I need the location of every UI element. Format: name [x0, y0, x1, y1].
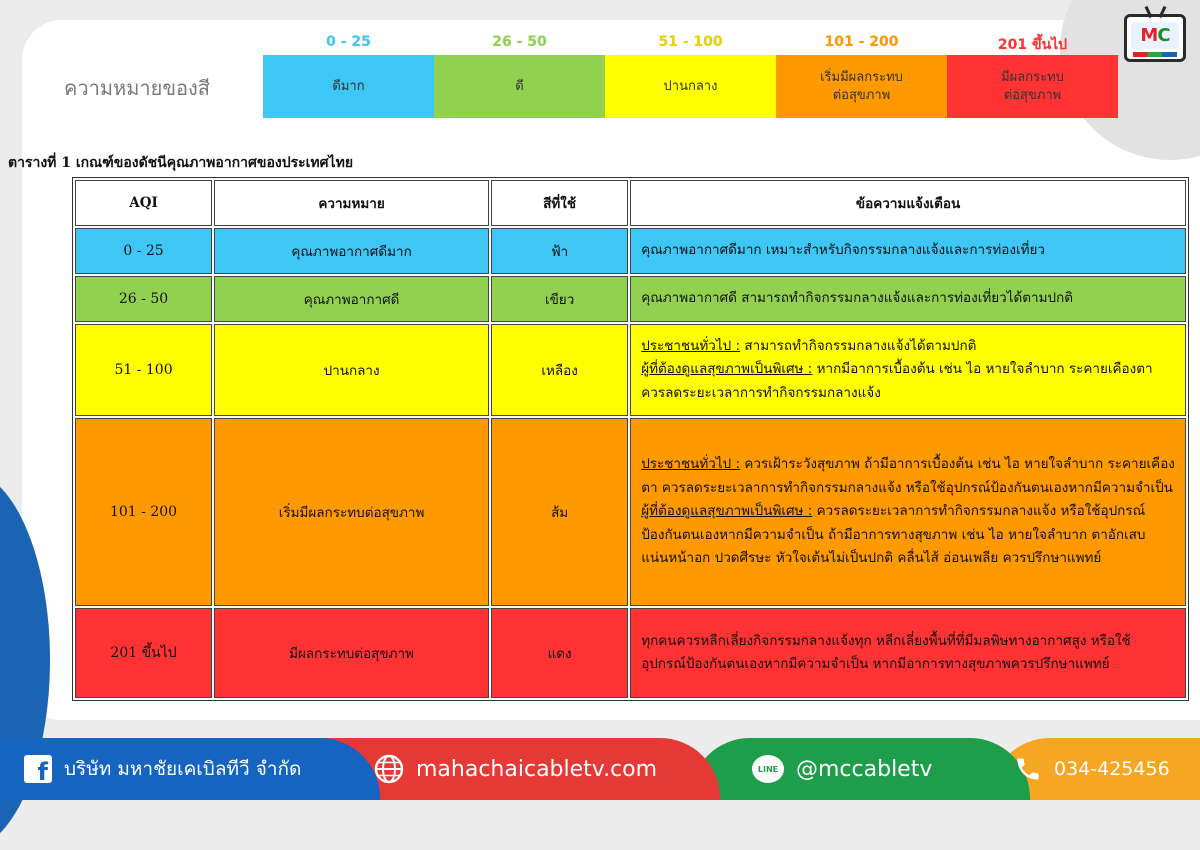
aqi-table — [72, 177, 1189, 701]
logo-letter-c: C — [1157, 25, 1170, 46]
general-public-label: ประชาชนทั่วไป : — [641, 456, 741, 473]
table-row — [75, 608, 1186, 698]
meaning-cell: มีผลกระทบต่อสุขภาพ — [214, 608, 489, 698]
legend-title: ความหมายของสี — [64, 76, 210, 100]
legend-box — [947, 55, 1118, 118]
globe-icon — [374, 754, 404, 784]
header-warning: ข้อความแจ้งเตือน — [630, 180, 1186, 226]
meaning-cell: เริ่มมีผลกระทบต่อสุขภาพ — [214, 418, 489, 606]
header-aqi: AQI — [75, 180, 212, 226]
general-public-text: ควรเฝ้าระวังสุขภาพ ถ้ามีอาการเบื้องต้น เช่น ไอ หายใจลำบาก ระคายเคืองตา ควรลดระยะเวลาการทำกิจกรรมกลางแจ้ง หรือใช้อุปกรณ์ป้องกันตนเองหากมีความจำเป็น — [641, 456, 1175, 496]
sensitive-group-text: หากมีอาการเบื้องต้น เช่น ไอ หายใจลำบาก ระคายเคืองตา ควรลดระยะเวลาการทำกิจกรรมกลางแจ้ง — [641, 361, 1153, 401]
footer — [0, 738, 1200, 800]
phone-number: 034-425456 — [1054, 758, 1170, 780]
legend-range: 101 - 200 — [824, 34, 899, 50]
legend-label: มีผลกระทบ ต่อสุขภาพ — [1001, 69, 1064, 103]
table-row — [75, 276, 1186, 322]
aqi-range-cell: 101 - 200 — [75, 418, 212, 606]
line-id: @mccabletv — [796, 756, 933, 782]
footer-phone[interactable] — [1014, 738, 1170, 800]
warning-cell: คุณภาพอากาศดี สามารถทำกิจกรรมกลางแจ้งและการท่องเที่ยวได้ตามปกติ — [630, 276, 1186, 322]
aqi-range-cell: 201 ขึ้นไป — [75, 608, 212, 698]
legend-range: 201 ขึ้นไป — [997, 37, 1068, 53]
aqi-range-cell: 0 - 25 — [75, 228, 212, 274]
sensitive-group-text: ควรลดระยะเวลาการทำกิจกรรมกลางแจ้ง หรือใช้อุปกรณ์ป้องกันตนเองหากมีความจำเป็น ถ้ามีอาการทางสุขภาพ เช่น ไอ หายใจลำบาก ตาอักเสบ แน่นหน้าอก ปวดศีรษะ หัวใจเต้นไม่เป็นปกติ คลื่นไส้ อ่อนเพลีย ควรปรึกษาแพทย์ — [641, 503, 1146, 567]
table-caption: ตารางที่ 1 เกณฑ์ของดัชนีคุณภาพอากาศของประเทศไทย — [8, 155, 354, 171]
table-row — [75, 228, 1186, 274]
header-meaning: ความหมาย — [214, 180, 489, 226]
legend-range: 51 - 100 — [658, 34, 723, 50]
warning-cell — [630, 418, 1186, 606]
footer-facebook[interactable] — [24, 738, 301, 800]
line-icon — [752, 755, 784, 783]
website-link: mahachaicabletv.com — [416, 756, 658, 782]
mc-logo — [1124, 14, 1186, 62]
legend-box — [605, 55, 776, 118]
aqi-range-cell: 26 - 50 — [75, 276, 212, 322]
header-color: สีที่ใช้ — [491, 180, 628, 226]
general-public-label: ประชาชนทั่วไป : — [641, 337, 741, 354]
color-cell: ฟ้า — [491, 228, 628, 274]
general-public-text: สามารถทำกิจกรรมกลางแจ้งได้ตามปกติ — [740, 337, 977, 354]
warning-cell — [630, 324, 1186, 416]
legend-box — [776, 55, 947, 118]
legend-label: เริ่มมีผลกระทบ ต่อสุขภาพ — [820, 69, 903, 103]
legend-box — [263, 55, 434, 118]
legend-box — [434, 55, 605, 118]
table-row — [75, 418, 1186, 606]
footer-website[interactable] — [374, 738, 657, 800]
legend-range: 0 - 25 — [326, 34, 371, 50]
legend-ranges — [263, 34, 1118, 54]
meaning-cell: คุณภาพอากาศดีมาก — [214, 228, 489, 274]
warning-cell: ทุกคนควรหลีกเลี่ยงกิจกรรมกลางแจ้งทุก หลีกเลี่ยงพื้นที่ที่มีมลพิษทางอากาศสูง หรือใช้อุปกรณ์ป้องกันตนเองหากมีความจำเป็น หากมีอาการทางสุขภาพควรปรึกษาแพทย์ — [630, 608, 1186, 698]
table-row — [75, 324, 1186, 416]
company-name: บริษัท มหาชัยเคเบิลทีวี จำกัด — [64, 758, 302, 780]
legend-label: ดีมาก — [332, 78, 365, 94]
facebook-icon: f — [24, 755, 52, 783]
legend-label: ปานกลาง — [663, 78, 718, 94]
legend-color-scale — [263, 55, 1118, 118]
logo-letter-m: M — [1140, 25, 1158, 46]
legend-range: 26 - 50 — [492, 34, 547, 50]
meaning-cell: คุณภาพอากาศดี — [214, 276, 489, 322]
sensitive-group-label: ผู้ที่ต้องดูแลสุขภาพเป็นพิเศษ : — [641, 503, 813, 520]
legend-label: ดี — [515, 78, 524, 94]
color-cell: แดง — [491, 608, 628, 698]
footer-line[interactable] — [752, 738, 932, 800]
color-cell: ส้ม — [491, 418, 628, 606]
phone-icon — [1014, 755, 1042, 783]
sensitive-group-label: ผู้ที่ต้องดูแลสุขภาพเป็นพิเศษ : — [641, 361, 813, 378]
table-header-row — [75, 180, 1186, 226]
line-icon-text: LINE — [752, 755, 784, 783]
aqi-range-cell: 51 - 100 — [75, 324, 212, 416]
color-cell: เขียว — [491, 276, 628, 322]
color-cell: เหลือง — [491, 324, 628, 416]
warning-cell: คุณภาพอากาศดีมาก เหมาะสำหรับกิจกรรมกลางแจ้งและการท่องเที่ยว — [630, 228, 1186, 274]
meaning-cell: ปานกลาง — [214, 324, 489, 416]
